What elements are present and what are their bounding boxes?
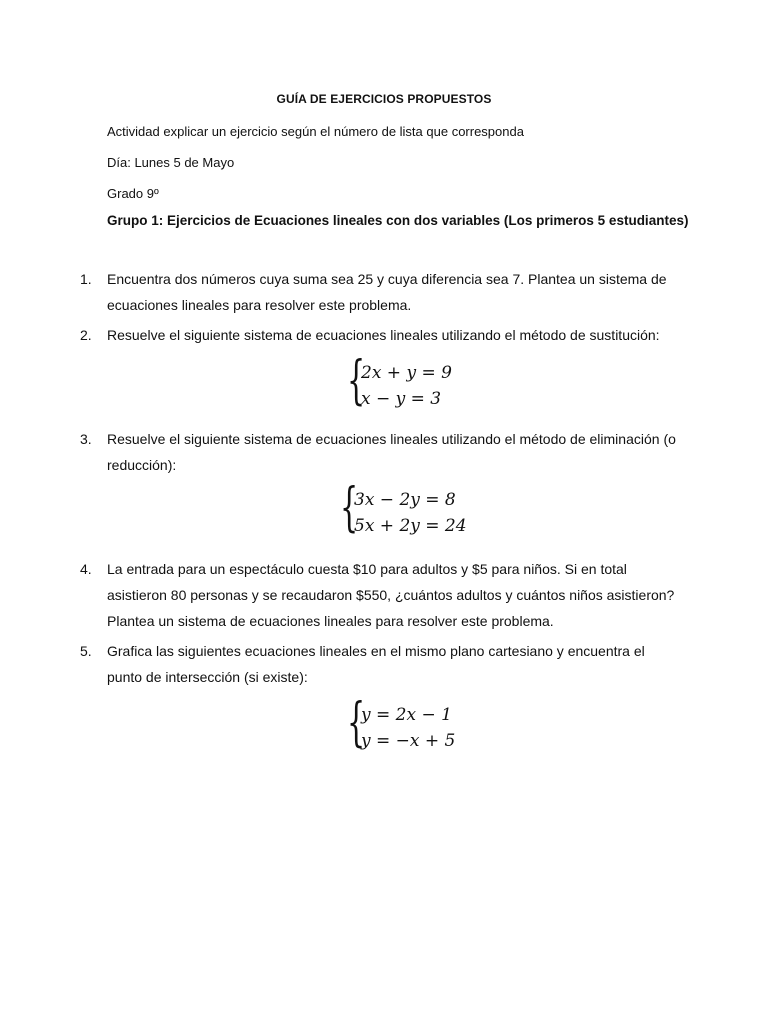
exercise-number: 3. <box>80 431 92 447</box>
left-brace: { <box>340 478 359 538</box>
exercise-text: Resuelve el siguiente sistema de ecuaciones lineales utilizando el método de sustitución: <box>107 327 660 343</box>
equation: y = −x + 5 <box>361 731 456 751</box>
exercise-text: Encuentra dos números cuya suma sea 25 y cuya diferencia sea 7. Plantea un sistema de ecuaciones lineales para resolver este problema. <box>107 271 667 313</box>
exercise-text: Resuelve el siguiente sistema de ecuaciones lineales utilizando el método de eliminación (o reducción): <box>107 431 676 473</box>
left-brace: { <box>347 693 366 753</box>
left-brace: { <box>347 351 366 411</box>
exercise-5 <box>80 638 680 690</box>
equation: 5x + 2y = 24 <box>354 516 467 536</box>
equation: 2x + y = 9 <box>361 363 452 383</box>
exercise-number: 2. <box>80 327 92 343</box>
exercise-text: Grafica las siguientes ecuaciones lineales en el mismo plano cartesiano y encuentra el punto de intersección (si existe): <box>107 643 645 685</box>
activity-line: Actividad explicar un ejercicio según el número de lista que corresponda <box>107 124 524 139</box>
equation-system-3 <box>340 478 490 542</box>
exercise-3 <box>80 426 680 478</box>
day-line: Día: Lunes 5 de Mayo <box>107 155 235 170</box>
equation: 3x − 2y = 8 <box>354 490 456 510</box>
exercise-4 <box>80 556 680 634</box>
exercise-number: 5. <box>80 643 92 659</box>
equation: x − y = 3 <box>361 389 442 409</box>
exercise-1 <box>80 266 680 318</box>
exercise-number: 4. <box>80 561 92 577</box>
group-heading: Grupo 1: Ejercicios de Ecuaciones lineales con dos variables (Los primeros 5 estudiantes) <box>107 213 689 228</box>
exercise-number: 1. <box>80 271 92 287</box>
equation-system-2 <box>347 351 487 415</box>
grade-line: Grado 9º <box>107 186 159 201</box>
equation: y = 2x − 1 <box>361 705 452 725</box>
document-title: GUÍA DE EJERCICIOS PROPUESTOS <box>276 92 492 106</box>
equation-system-5 <box>347 693 487 757</box>
exercise-text: La entrada para un espectáculo cuesta $10 para adultos y $5 para niños. Si en total asistieron 80 personas y se recaudaron $550, ¿cuántos adultos y cuántos niños asistieron? Plantea un sistema de ecuaciones lineales para resolver este problema. <box>107 561 675 629</box>
exercise-2 <box>80 322 680 348</box>
